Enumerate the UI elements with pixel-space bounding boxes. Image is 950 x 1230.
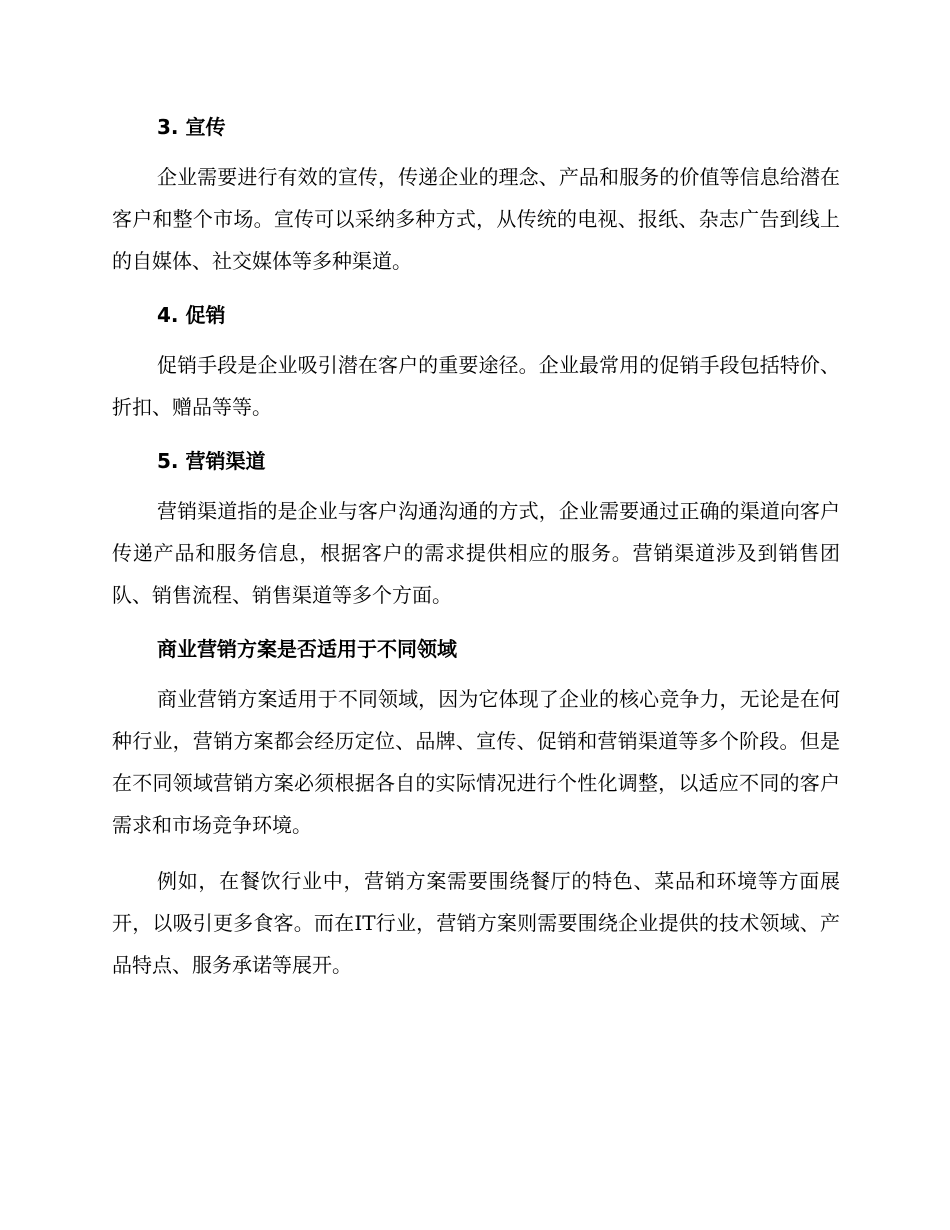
paragraph-example: 例如，在餐饮行业中，营销方案需要围绕餐厅的特色、菜品和环境等方面展开，以吸引更多食客。而在IT行业，营销方案则需要围绕企业提供的技术领域、产品特点、服务承诺等展开。 [112, 869, 840, 977]
section-heading-applicability: 商业营销方案是否适用于不同领域 [157, 637, 457, 661]
section-heading-publicity: 3. 宣传 [157, 115, 226, 139]
paragraph-applicability: 商业营销方案适用于不同领域，因为它体现了企业的核心竞争力，无论是在何种行业，营销方案都会经历定位、品牌、宣传、促销和营销渠道等多个阶段。但是在不同领域营销方案必须根据各自的实际情况进行个性化调整，以适应不同的客户需求和市场竞争环境。 [112, 687, 840, 837]
paragraph-publicity: 企业需要进行有效的宣传，传递企业的理念、产品和服务的价值等信息给潜在客户和整个市场。宣传可以采纳多种方式，从传统的电视、报纸、杂志广告到线上的自媒体、社交媒体等多种渠道。 [112, 165, 840, 273]
document-body [112, 108, 840, 986]
paragraph-promotion: 促销手段是企业吸引潜在客户的重要途径。企业最常用的促销手段包括特价、折扣、赠品等等。 [112, 353, 840, 419]
section-heading-channels: 5. 营销渠道 [157, 449, 266, 473]
paragraph-channels: 营销渠道指的是企业与客户沟通沟通的方式，企业需要通过正确的渠道向客户传递产品和服务信息，根据客户的需求提供相应的服务。营销渠道涉及到销售团队、销售流程、销售渠道等多个方面。 [112, 499, 840, 607]
section-heading-promotion: 4. 促销 [157, 303, 226, 327]
